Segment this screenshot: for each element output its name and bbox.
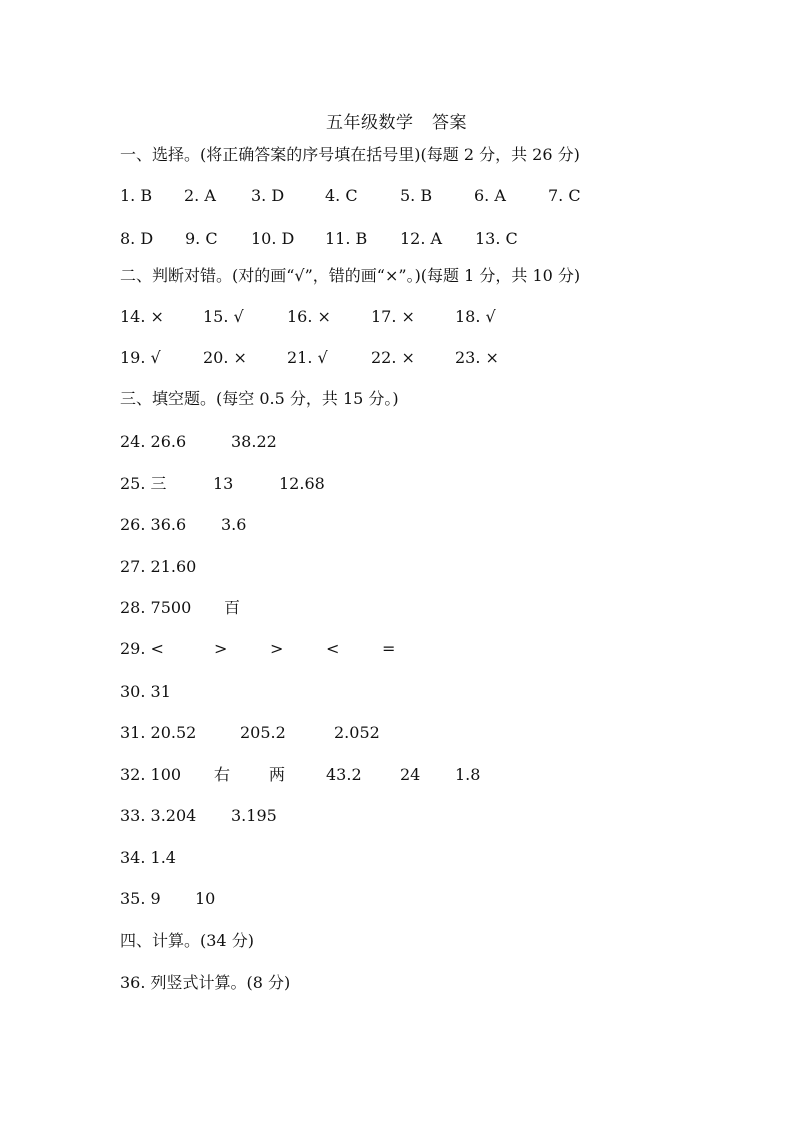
answer-item: 10. D	[251, 229, 295, 248]
page-title	[0, 110, 794, 136]
answer-value: 33. 3.204	[120, 806, 197, 825]
answer-value: 24	[400, 765, 421, 784]
answer-value: 43.2	[326, 765, 362, 784]
answer-value: 34. 1.4	[120, 848, 176, 867]
answer-value: 24. 26.6	[120, 432, 187, 451]
answer-item: 12. A	[400, 229, 443, 248]
section-1-heading: 一、选择。(将正确答案的序号填在括号里)(每题 2 分，共 26 分)	[120, 145, 580, 164]
answer-34	[120, 846, 520, 870]
answer-value: =	[382, 639, 396, 658]
answer-item: 18. √	[455, 307, 496, 326]
answer-value: 右	[214, 765, 231, 784]
answer-value: 10	[195, 889, 216, 908]
answer-value: 32. 100	[120, 765, 182, 784]
answer-item: 20. ×	[203, 348, 247, 367]
section-3-heading: 三、填空题。(每空 0.5 分，共 15 分。)	[120, 389, 399, 408]
section-1-row-1	[120, 184, 620, 208]
answer-value: 25. 三	[120, 474, 167, 493]
answer-item: 6. A	[474, 186, 506, 205]
section-4-heading: 四、计算。(34 分)	[120, 931, 254, 950]
answer-item: 1. B	[120, 186, 153, 205]
answer-26	[120, 513, 520, 537]
answer-item: 8. D	[120, 229, 154, 248]
section-2-row-1	[120, 305, 540, 329]
answer-item: 3. D	[251, 186, 285, 205]
answer-value: 3.6	[221, 515, 247, 534]
answer-value: 35. 9	[120, 889, 161, 908]
answer-value: 13	[213, 474, 234, 493]
answer-value: 30. 31	[120, 682, 171, 701]
answer-35	[120, 887, 520, 911]
answer-item: 23. ×	[455, 348, 499, 367]
answer-item: 15. √	[203, 307, 244, 326]
answer-item: 14. ×	[120, 307, 164, 326]
answer-24	[120, 430, 520, 454]
answer-value: 205.2	[240, 723, 286, 742]
answer-value: 31. 20.52	[120, 723, 197, 742]
answer-value: >	[270, 639, 284, 658]
answer-item: 16. ×	[287, 307, 331, 326]
answer-30	[120, 680, 520, 704]
answer-value: 27. 21.60	[120, 557, 197, 576]
answer-item: 22. ×	[371, 348, 415, 367]
answer-29	[120, 637, 520, 661]
answer-25	[120, 472, 520, 496]
answer-value: 26. 36.6	[120, 515, 187, 534]
answer-31	[120, 721, 520, 745]
answer-item: 4. C	[325, 186, 358, 205]
answer-item: 5. B	[400, 186, 433, 205]
answer-value: 百	[224, 598, 241, 617]
answer-32	[120, 763, 520, 787]
answer-item: 19. √	[120, 348, 161, 367]
title-subject: 五年级数学	[326, 113, 414, 133]
answer-item: 17. ×	[371, 307, 415, 326]
answer-33	[120, 804, 520, 828]
answer-value: 38.22	[231, 432, 277, 451]
section-1-row-2	[120, 227, 620, 251]
answer-item: 21. √	[287, 348, 328, 367]
answer-value: 12.68	[279, 474, 325, 493]
answer-value: 29. <	[120, 639, 164, 658]
answer-value: 两	[269, 765, 286, 784]
answer-item: 7. C	[548, 186, 581, 205]
answer-value: 3.195	[231, 806, 277, 825]
answer-27	[120, 555, 520, 579]
answer-item: 2. A	[184, 186, 216, 205]
answer-value: 1.8	[455, 765, 481, 784]
section-2-heading: 二、判断对错。(对的画“√”，错的画“×”。)(每题 1 分，共 10 分)	[120, 266, 581, 285]
answer-value: 2.052	[334, 723, 380, 742]
section-2-row-2	[120, 346, 540, 370]
answer-item: 9. C	[185, 229, 218, 248]
answer-item: 11. B	[325, 229, 368, 248]
answer-value: 28. 7500	[120, 598, 192, 617]
answer-value: <	[326, 639, 340, 658]
title-answers: 答案	[432, 113, 467, 133]
answer-value: >	[214, 639, 228, 658]
answer-28	[120, 596, 520, 620]
question-36: 36. 列竖式计算。(8 分)	[120, 973, 291, 992]
answer-item: 13. C	[475, 229, 518, 248]
